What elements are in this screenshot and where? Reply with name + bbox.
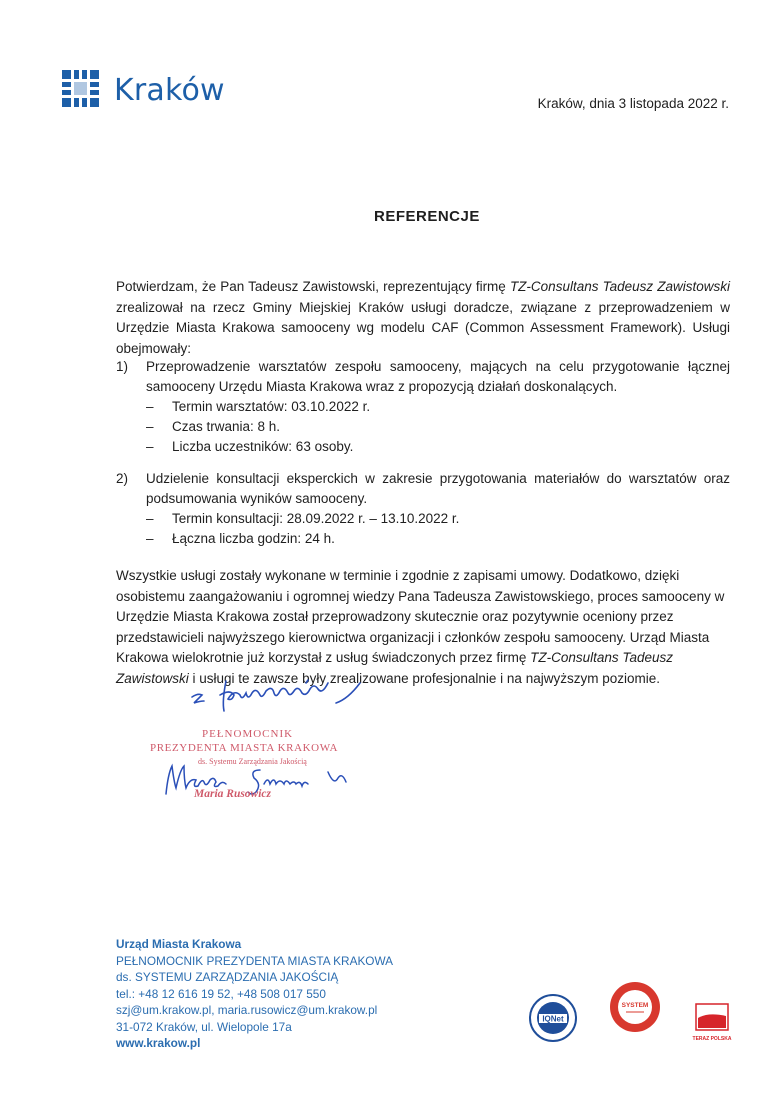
quality-system-badge xyxy=(608,980,662,1045)
teraz-polska-badge xyxy=(692,994,732,1053)
stamp-small-text: ds. Systemu Zarządzania Jakością xyxy=(198,757,307,766)
iqnet-label: IQNet xyxy=(542,1014,564,1024)
intro-text-after: zrealizował na rzecz Gminy Miejskiej Kraków usługi doradcze, związane z przeprowadzeniem w Urzędzie Miasta Krakowa samooceny wg modelu CAF (Common Assessment Framework). Usługi obejmowały: xyxy=(116,299,730,356)
date-line: Kraków, dnia 3 listopada 2022 r. xyxy=(537,96,729,111)
footer-office: PEŁNOMOCNIK PREZYDENTA MIASTA KRAKOWA xyxy=(116,953,394,968)
closing-paragraph: Wszystkie usługi zostały wykonane w terminie i zgodnie z zapisami umowy. Dodatkowo, dzięki osobistemu zaangażowaniu i ogromnej wiedzy Pana Tadeusza Zawistowskiego, proces samooceny w Urzędzie Miasta Krakowa został przeprowadzony skutecznie oraz pozytywnie oceniony przez przedstawicieli najwyższego kierownictwa organizacji i członków zespołu samooceny. Urząd Miasta Krakowa wielokrotnie już korzystał z usług świadczonych przez firmę TZ-Consultans Tadeusz Zawistowski i usługi te zawsze były zrealizowane profesjonalnie i na najwyższym poziomie. xyxy=(116,568,725,686)
footer-phone: tel.: +48 12 616 19 52, +48 508 017 550 xyxy=(116,986,326,1001)
detail-item: – Łączna liczba godzin: 24 h. xyxy=(146,531,335,546)
service-item-1 xyxy=(116,357,730,457)
footer-department: ds. SYSTEMU ZARZĄDZANIA JAKOŚCIĄ xyxy=(116,970,339,984)
official-stamp xyxy=(150,720,350,810)
stamp-subtitle: PREZYDENTA MIASTA KRAKOWA xyxy=(150,742,339,754)
krakow-logo xyxy=(62,70,225,110)
teraz-polska-label: TERAZ POLSKA xyxy=(692,1036,732,1042)
footer-address: 31-072 Kraków, ul. Wielopole 17a xyxy=(116,1019,292,1034)
footer-email[interactable]: szj@um.krakow.pl, maria.rusowicz@um.krakow.pl xyxy=(116,1003,378,1017)
item-description: Udzielenie konsultacji eksperckich w zakresie przygotowania materiałów do warsztatów oraz podsumowania wyników samooceny. xyxy=(146,471,730,506)
document-title: REFERENCJE xyxy=(374,208,480,225)
closing-company-name: TZ-Consultans Tadeusz Zawistowski xyxy=(116,650,673,686)
handwritten-regards xyxy=(186,675,376,722)
detail-item: – Liczba uczestników: 63 osoby. xyxy=(146,439,354,454)
system-label: SYSTEM xyxy=(621,1002,649,1009)
intro-paragraph xyxy=(116,277,730,359)
item-details xyxy=(146,509,730,549)
detail-item: – Czas trwania: 8 h. xyxy=(146,419,281,434)
stamp-title: PEŁNOMOCNIK xyxy=(202,728,294,740)
stamp-name: Maria Rusowicz xyxy=(194,788,272,800)
service-item-2 xyxy=(116,469,730,549)
item-number: 1) xyxy=(116,359,129,374)
item-description: Przeprowadzenie warsztatów zespołu samooceny, mających na celu przygotowanie łącznej samooceny Urzędu Miasta Krakowa wraz z propozycją działań doskonalących. xyxy=(146,359,730,394)
footer-contact xyxy=(116,936,393,1052)
item-number: 2) xyxy=(116,471,129,486)
detail-item: – Termin konsultacji: 28.09.2022 r. – 13.10.2022 r. xyxy=(146,511,460,526)
footer-website-link[interactable]: www.krakow.pl xyxy=(116,1036,201,1050)
krakow-city-grid-icon xyxy=(62,70,102,110)
logo-wordmark: Kraków xyxy=(114,72,225,108)
iqnet-certification-badge xyxy=(528,993,578,1048)
detail-item: – Termin warsztatów: 03.10.2022 r. xyxy=(146,399,371,414)
footer-org-name: Urząd Miasta Krakowa xyxy=(116,937,242,951)
intro-text-before: Potwierdzam, że Pan Tadeusz Zawistowski, reprezentujący firmę xyxy=(116,279,510,294)
item-details xyxy=(146,397,730,457)
intro-company-name: TZ-Consultans Tadeusz Zawistowski xyxy=(509,279,730,294)
